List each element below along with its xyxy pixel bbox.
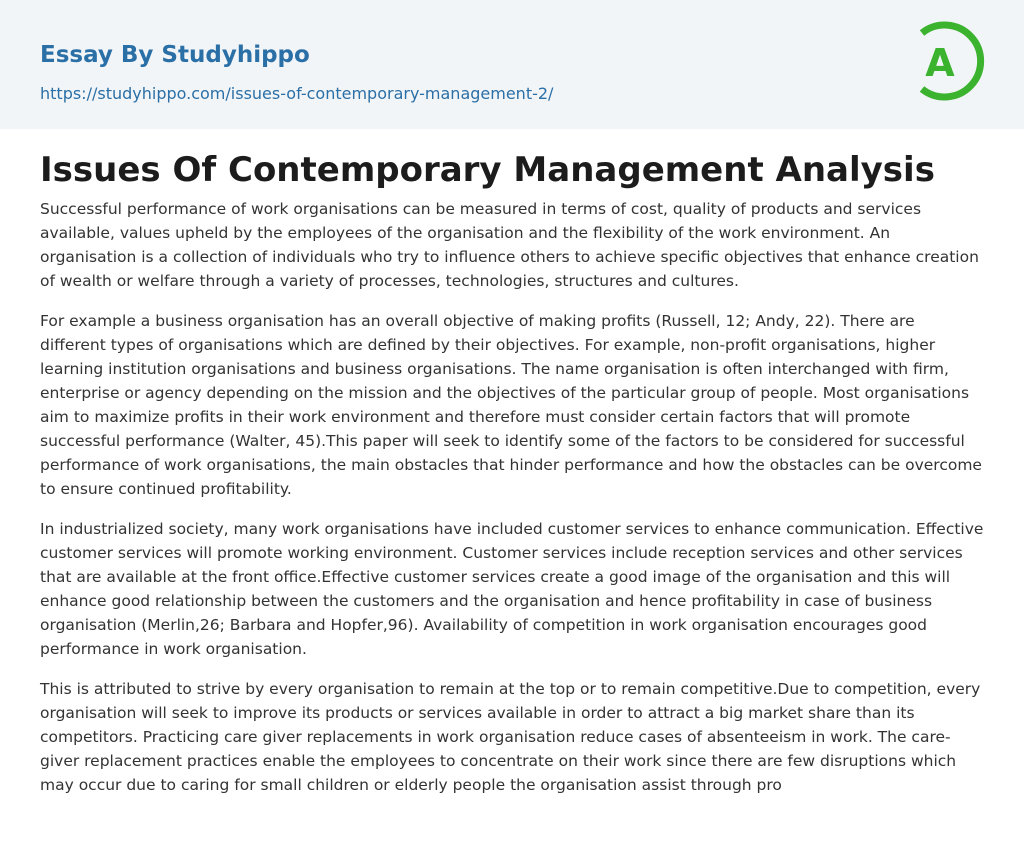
studyhippo-logo-icon[interactable] <box>912 18 988 106</box>
paragraph-1: Successful performance of work organisations can be measured in terms of cost, quality of products and services available, values upheld by the employees of the organisation and the flexibility of the work environment. An organisation is a collection of individuals who try to influence others to achieve specific objectives that enhance creation of wealth or welfare through a variety of processes, technologies, structures and cultures. <box>40 200 979 290</box>
logo-letter: A <box>925 41 955 85</box>
brand-title: Essay By Studyhippo <box>40 42 310 68</box>
page-title: Issues Of Contemporary Management Analysis <box>40 150 935 190</box>
paragraph-4: This is attributed to strive by every organisation to remain at the top or to remain competitive.Due to competition, every organisation will seek to improve its products or services available in order to attract a big market share than its competitors. Practicing care giver replacements in work organisation reduce cases of absenteeism in work. The care-giver replacement practices enable the employees to concentrate on their work since there are few disruptions which may occur due to caring for small children or elderly people the organisation assist through pro <box>40 680 981 794</box>
paragraph-2: For example a business organisation has an overall objective of making profits (Russell, 12; Andy, 22). There are different types of organisations which are defined by their objectives. For example, non-profit organisations, higher learning institution organisations and business organisations. The name organisation is often interchanged with firm, enterprise or agency depending on the mission and the objectives of the particular group of people. Most organisations aim to maximize profits in their work environment and therefore must consider certain factors that will promote successful performance (Walter, 45).This paper will seek to identify some of the factors to be considered for successful performance of work organisations, the main obstacles that hinder performance and how the obstacles can be overcome to ensure continued profitability. <box>40 312 982 498</box>
essay-url-link[interactable]: https://studyhippo.com/issues-of-contemporary-management-2/ <box>40 84 554 103</box>
paragraph-3: In industrialized society, many work organisations have included customer services to enhance communication. Effective customer services will promote working environment. Customer services include reception services and other services that are available at the front office.Effective customer services create a good image of the organisation and this will enhance good relationship between the customers and the organisation and hence profitability in case of business organisation (Merlin,26; Barbara and Hopfer,96). Availability of competition in work organisation encourages good performance in work organisation. <box>40 520 984 658</box>
article <box>0 149 1024 797</box>
site-header <box>0 0 1024 129</box>
